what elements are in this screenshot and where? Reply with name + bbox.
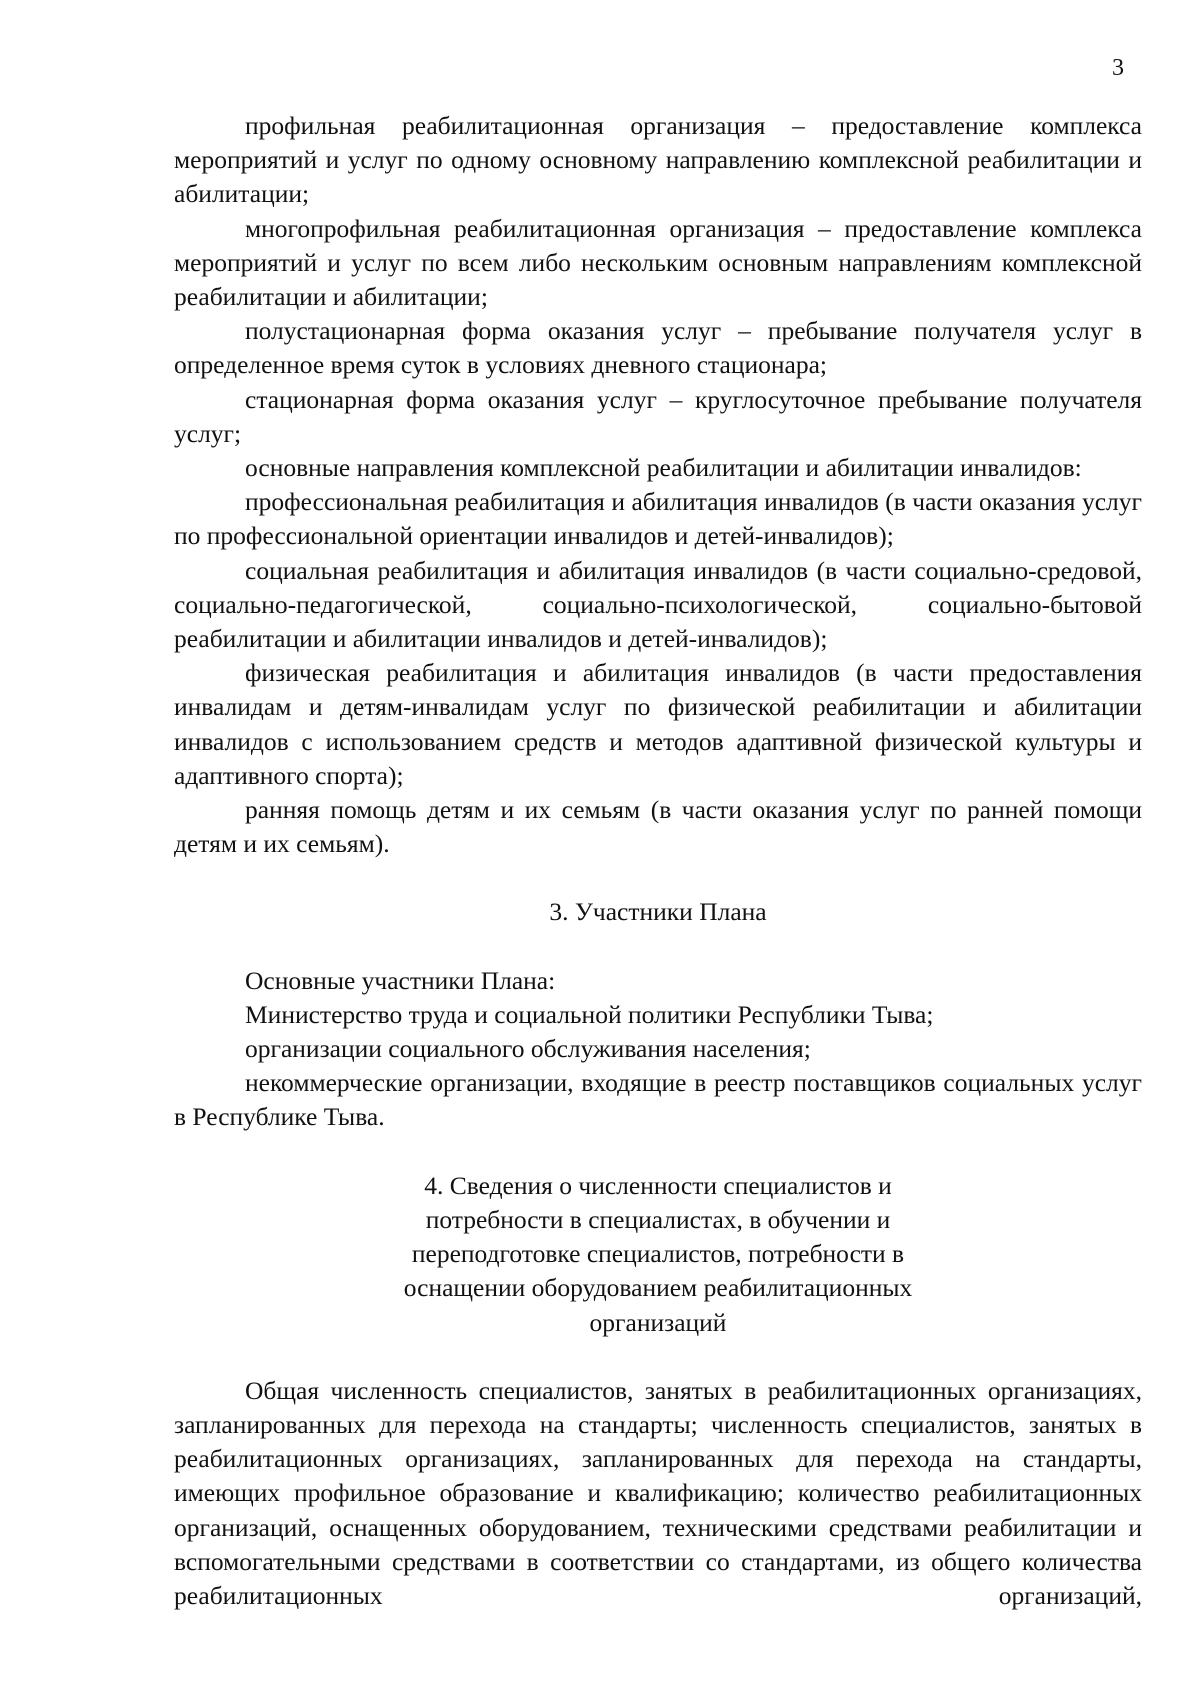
section-3-heading: 3. Участники Плана bbox=[549, 897, 767, 927]
participants-paragraph: Основные участники Плана: bbox=[245, 965, 556, 995]
participants-paragraph: Министерство труда и социальной политики Республики Тыва; bbox=[245, 999, 934, 1029]
definition-paragraph: ранняя помощь детям и их семьям (в части оказания услуг по ранней помощи детям и их семьям). bbox=[174, 795, 1142, 859]
document-body bbox=[174, 109, 1142, 1613]
definition-paragraph: профильная реабилитационная организация – предоставление комплекса мероприятий и услуг по одному основному направлению комплексной реабилитации и абилитации; bbox=[174, 111, 1142, 209]
definition-paragraph: социальная реабилитация и абилитация инвалидов (в части социально-средовой, социально-педагогической, социально-психологической, социально-бытовой реабилитации и абилитации инвалидов и детей-инвалидов); bbox=[174, 555, 1142, 654]
page-number: 3 bbox=[1112, 55, 1124, 81]
definition-paragraph: профессиональная реабилитация и абилитация инвалидов (в части оказания услуг по профессиональной ориентации инвалидов и детей-инвалидов); bbox=[174, 487, 1142, 551]
participants-paragraph: организации социального обслуживания населения; bbox=[245, 1034, 811, 1064]
definition-paragraph: многопрофильная реабилитационная организация – предоставление комплекса мероприятий и услуг по всем либо нескольким основным направлениям комплексной реабилитации и абилитации; bbox=[174, 213, 1142, 312]
definition-paragraph: физическая реабилитация и абилитация инвалидов (в части предоставления инвалидам и детям-инвалидам услуг по физической реабилитации и абилитации инвалидов с использованием средств и методов адаптивной физической культуры и адаптивного спорта); bbox=[174, 658, 1142, 790]
definition-paragraph: основные направления комплексной реабилитации и абилитации инвалидов: bbox=[245, 453, 1082, 483]
definition-paragraph: стационарная форма оказания услуг – круглосуточное пребывание получателя услуг; bbox=[174, 384, 1142, 448]
specialists-paragraph: Общая численность специалистов, занятых в реабилитационных организациях, запланированных для перехода на стандарты; численность специалистов, занятых в реабилитационных организациях, запланированных для перехода на стандарты, имеющих профильное образование и квалификацию; количество реабилитационных организаций, оснащенных оборудованием, техническими средствами реабилитации и вспомогательными средствами в соответствии со стандартами, из общего количества реабилитационных организаций, bbox=[174, 1375, 1142, 1610]
section-4-heading: 4. Сведения о численности специалистов и потребности в специалистах, в обучении и переподготовке специалистов, потребности в оснащении оборудованием реабилитационных организаций bbox=[403, 1170, 913, 1337]
participants-paragraph: некоммерческие организации, входящие в реестр поставщиков социальных услуг в Республике Тыва. bbox=[174, 1068, 1142, 1132]
definition-paragraph: полустационарная форма оказания услуг – пребывание получателя услуг в определенное время суток в условиях дневного стационара; bbox=[174, 316, 1142, 380]
